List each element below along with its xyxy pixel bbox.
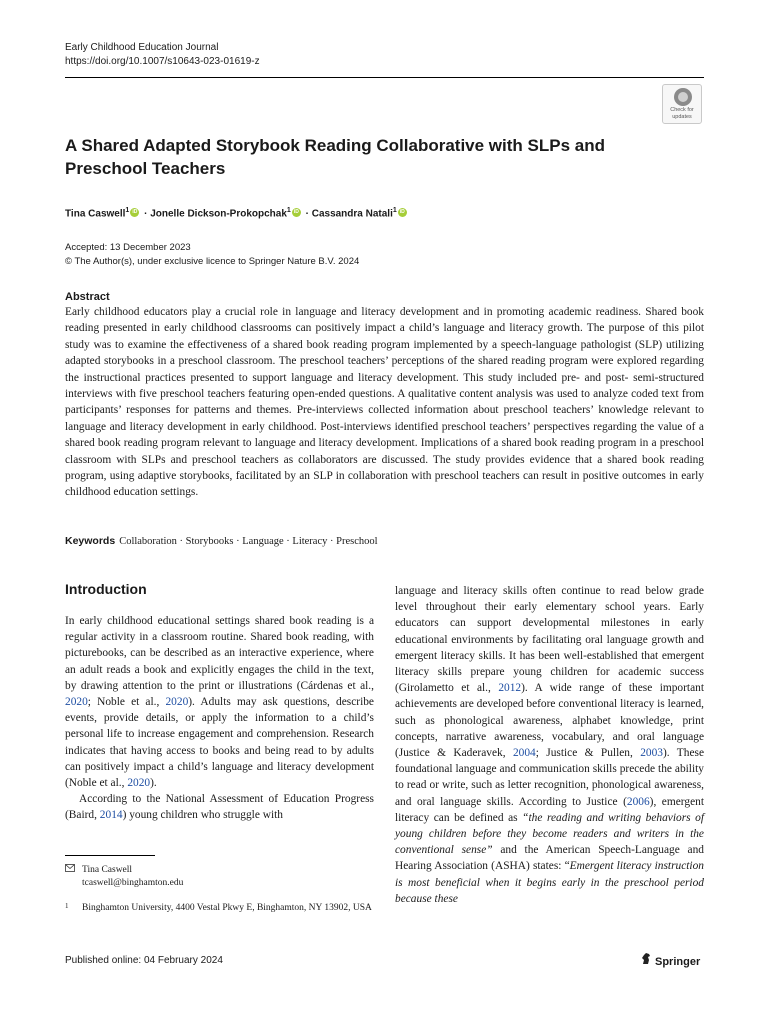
article-dates	[65, 241, 359, 269]
check-for-updates-badge[interactable]	[662, 84, 702, 124]
envelope-icon	[65, 864, 77, 877]
crossmark-icon	[674, 88, 692, 106]
badge-line-1: Check for	[670, 107, 694, 113]
citation-link[interactable]: 2020	[65, 696, 88, 709]
journal-header	[65, 41, 260, 69]
citation-link[interactable]: 2006	[626, 795, 650, 808]
citation-link[interactable]: 2003	[640, 747, 663, 760]
text-run: ). A wide range of these important achievements are developed before conventional literacy is learned, such as phonological awareness, alphabet knowledge, print concepts, narrative awareness, vocabulary, and oral language (Justice & Kaderavek,	[395, 682, 704, 760]
author-affiliation-mark: 1	[392, 207, 397, 214]
published-online-date: Published online: 04 February 2024	[65, 955, 223, 966]
paragraph	[65, 613, 374, 791]
body-column-left	[65, 613, 374, 824]
text-run: ), emergent literacy can be defined as	[395, 795, 704, 824]
journal-name: Early Childhood Education Journal	[65, 42, 219, 53]
text-run: ). Adults may ask questions, describe events, provide details, or apply the information to a child’s personal life to increase engagement and comprehension. Research indicates that having access to books and being read to by adults can positively impact a child’s language and literacy development (Noble et al.,	[65, 696, 374, 790]
abstract-text: Early childhood educators play a crucial role in language and literacy development and in promoting academic readiness. Shared book reading presented in early childhood classrooms can positively impact a child’s language and literacy growth. The purpose of this pilot study was to examine the effectiveness of a shared book reading program implemented by a speech-language pathologist (SLP) utilizing adapted storybooks in a preschool classroom. The preschool teachers’ perceptions of the shared reading program were explored regarding the instructional practices presented to support language and literacy development. This study included pre- and post- semi-structured interviews with five preschool teachers featuring open-ended questions. A qualitative content analysis was used to analyze coded text from participants’ responses for patterns and themes. Pre-interviews collected information about preschool teachers’ knowledge relevant to language and literacy development in early childhood. Post-interviews identified preschool teachers’ perspectives regarding the value of a shared book reading program relevant to language and literacy development. Implications of a shared book reading program in a preschool classroom with SLPs and preschool teachers as collaborators are discussed. The study provides evidence that a shared book reading program, using adaptive storybooks, facilitated by an SLP in collaboration with preschool teachers can result in positive outcomes in early childhood education settings.	[65, 306, 704, 499]
text-run: ). These foundational language and communication skills precede the ability to read or write, such as letter recognition, phonological awareness, and oral language skills. According to Justice (	[395, 747, 705, 808]
quoted-definition: “the reading and writing behaviors of young children before they become readers and writers in the conventional sense”	[395, 811, 704, 857]
affiliation-mark: 1	[65, 902, 69, 910]
text-run: ; Noble et al.,	[87, 696, 166, 709]
text-run: According to the National Assessment of Education Progress (Baird,	[65, 793, 374, 822]
badge-line-2: updates	[672, 113, 692, 120]
author-separator: ·	[302, 208, 312, 220]
text-run: ) young children who struggle with	[122, 809, 283, 822]
text-run: In early childhood educational settings shared book reading is a regular activity in a classroom routine. Shared book reading, with picturebooks, can be described as an interactive experience, where an adult reads a book and explicitly engages the child in the text, by drawing attention to the print or illustrations (Cárdenas et al.,	[65, 615, 374, 692]
keywords-heading: Keywords	[65, 535, 116, 547]
text-run: language and literacy skills often continue to read below grade level throughout their early elementary school years. Early educators can support developmental milestones in early educational environments by facilitating oral language growth and emergent literacy skills. It has been well-established that emergent literacy skills prepare young children for academic success (Girolametto et al.,	[395, 585, 704, 695]
author-name[interactable]: Cassandra Natali	[311, 208, 393, 220]
contact-name: Tina Caswell	[82, 865, 133, 875]
citation-link[interactable]: 2020	[165, 696, 189, 709]
quoted-statement: Emergent literacy instruction is most beneficial when it begins early in the preschool period because these	[395, 860, 704, 905]
accepted-date: Accepted: 13 December 2023	[65, 242, 191, 253]
paragraph	[65, 791, 374, 823]
abstract-heading: Abstract	[65, 291, 110, 303]
affiliation-text: Binghamton University, 4400 Vestal Pkwy E, Binghamton, NY 13902, USA	[82, 903, 372, 913]
author-list	[65, 204, 409, 221]
citation-link[interactable]: 2014	[99, 809, 123, 822]
journal-doi[interactable]: https://doi.org/10.1007/s10643-023-01619-z	[65, 56, 260, 67]
footnote-rule	[65, 855, 155, 856]
copyright-line: © The Author(s), under exclusive licence to Springer Nature B.V. 2024	[65, 256, 360, 267]
text-run: ).	[150, 777, 157, 790]
header-rule	[65, 77, 704, 78]
author-name[interactable]: Tina Caswell	[65, 208, 126, 220]
keywords	[65, 534, 378, 549]
section-heading-introduction: Introduction	[65, 581, 147, 597]
contact-email[interactable]: tcaswell@binghamton.edu	[82, 878, 184, 888]
publisher-name: Springer	[655, 956, 701, 968]
publisher-logo[interactable]	[640, 952, 700, 970]
orcid-icon[interactable]	[130, 208, 139, 217]
author-affiliation-mark: 1	[125, 207, 130, 214]
author-name[interactable]: Jonelle Dickson-Prokopchak	[150, 208, 287, 220]
author-separator: ·	[141, 208, 151, 220]
springer-horse-icon	[640, 952, 652, 970]
orcid-icon[interactable]	[398, 208, 407, 217]
citation-link[interactable]: 2012	[498, 682, 522, 695]
text-run: ; Justice & Pullen,	[535, 747, 641, 760]
body-column-right	[395, 583, 704, 907]
keywords-list: Collaboration · Storybooks · Language · Literacy · Preschool	[119, 536, 378, 547]
text-run: and the American Speech-Language and Hearing Association (ASHA) states: “	[395, 844, 704, 873]
author-affiliation-mark: 1	[286, 207, 291, 214]
paragraph	[395, 583, 704, 907]
citation-link[interactable]: 2020	[127, 777, 151, 790]
citation-link[interactable]: 2004	[512, 747, 536, 760]
article-title: A Shared Adapted Storybook Reading Collaborative with SLPs and Preschool Teachers	[65, 136, 605, 178]
orcid-icon[interactable]	[292, 208, 301, 217]
